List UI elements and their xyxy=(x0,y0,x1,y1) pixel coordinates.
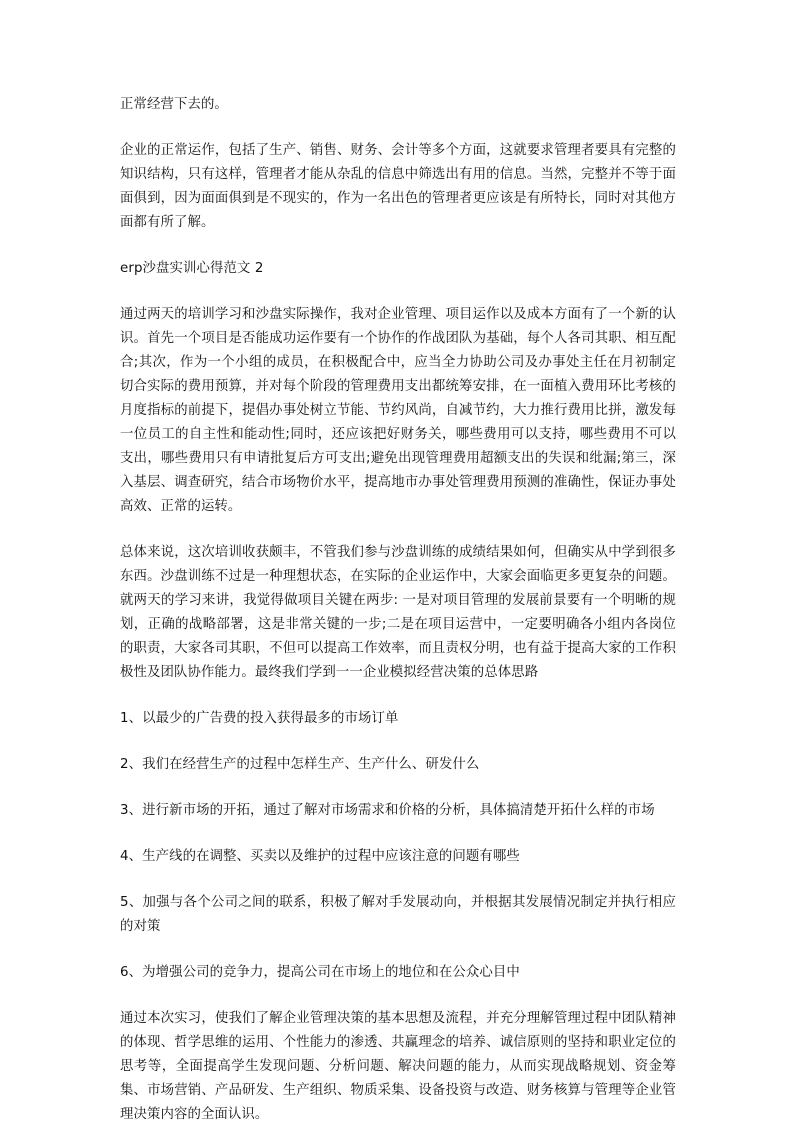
paragraph-summary: 总体来说，这次培训收获颇丰，不管我们参与沙盘训练的成绩结果如何，但确实从中学到很多东西。沙盘训练不过是一种理想状态，在实际的企业运作中，大家会面临更多更复杂的问题。就两天的学习来讲，我觉得做项目关键在两步: 一是对项目管理的发展前景要有一个明晰的规划，正确的战略部署，这是非常关键的一步;二是在项目运营中，一定要明确各小组内各岗位的职责，大家各司其职，不但可以提高工作效率，而且责权分明，也有益于提高大家的工作积极性及团队协作能力。最终我们学到一一企业模拟经营决策的总体思路 xyxy=(120,545,676,680)
list-item-4: 4、生产线的在调整、买卖以及维护的过程中应该注意的问题有哪些 xyxy=(120,849,520,864)
section-heading: erp沙盘实训心得范文 2 xyxy=(120,261,264,276)
paragraph-continued: 正常经营下去的。 xyxy=(120,97,228,112)
document-body xyxy=(120,93,676,1127)
list-item-1: 1、以最少的广告费的投入获得最多的市场订单 xyxy=(120,711,399,726)
list-item-5: 5、加强与各个公司之间的联系，积极了解对手发展动向，并根据其发展情况制定并执行相应的对策 xyxy=(120,895,676,934)
list-item-3: 3、进行新市场的开拓，通过了解对市场需求和价格的分析，具体搞清楚开拓什么样的市场 xyxy=(120,803,655,818)
paragraph-conclusion: 通过本次实习，使我们了解企业管理决策的基本思想及流程，并充分理解管理过程中团队精神的体现、哲学思维的运用、个性能力的渗透、共赢理念的培养、诚信原则的坚持和职业定位的思考等，全面提高学生发现问题、分析问题、解决问题的能力，从而实现战略规划、资金筹集、市场营销、产品研发、生产组织、物质采集、设备投资与改造、财务核算与管理等企业管理决策内容的全面认识。 xyxy=(120,1011,676,1122)
list-item-2: 2、我们在经营生产的过程中怎样生产、生产什么、研发什么 xyxy=(120,757,480,772)
list-item-6: 6、为增强公司的竞争力，提高公司在市场上的地位和在公众心目中 xyxy=(120,965,520,980)
paragraph-management-structure: 企业的正常运作，包括了生产、销售、财务、会计等多个方面，这就要求管理者要具有完整的知识结构，只有这样，管理者才能从杂乱的信息中筛选出有用的信息。当然，完整并不等于面面俱到，因为面面俱到是不现实的，作为一名出色的管理者更应该是有所特长，同时对其他方面都有所了解。 xyxy=(120,143,676,230)
paragraph-training-experience: 通过两天的培训学习和沙盘实际操作，我对企业管理、项目运作以及成本方面有了一个新的认识。首先一个项目是否能成功运作要有一个协作的作战团队为基础，每个人各司其职、相互配合;其次，作为一个小组的成员，在积极配合中，应当全力协助公司及办事处主任在月初制定切合实际的费用预算，并对每个阶段的管理费用支出都统筹安排，在一面植入费用环比考核的月度指标的前提下，提倡办事处树立节能、节约风尚，自减节约，大力推行费用比拼，激发每一位员工的自主性和能动性;同时，还应该把好财务关，哪些费用可以支持，哪些费用不可以支出，哪些费用只有申请批复后方可支出;避免出现管理费用超额支出的失误和纰漏;第三，深入基层、调查研究，结合市场物价水平，提高地市办事处管理费用预测的准确性，保证办事处高效、正常的运转。 xyxy=(120,307,676,514)
